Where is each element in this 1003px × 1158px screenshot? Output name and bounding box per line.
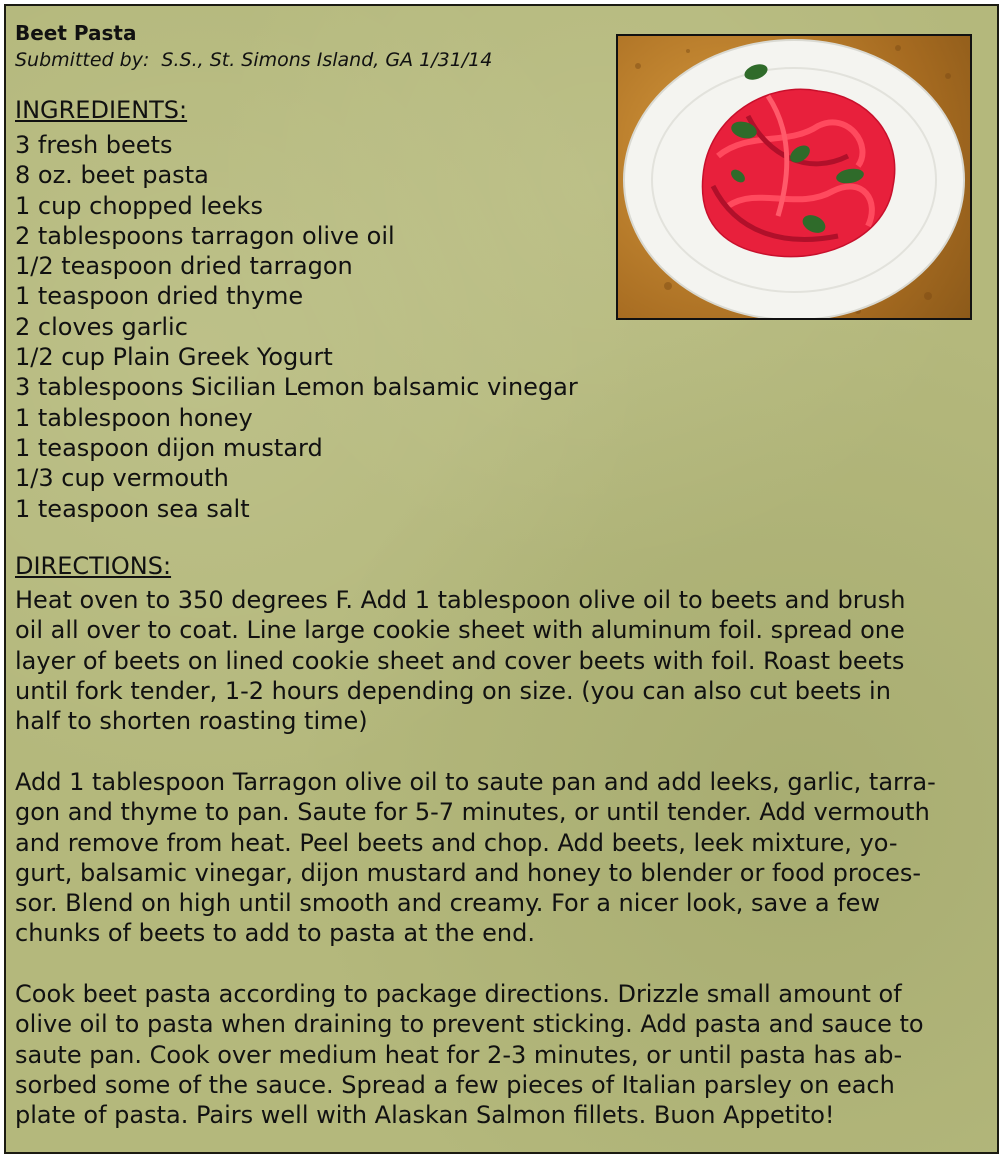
ingredient-item: 1 teaspoon dijon mustard [15, 433, 323, 462]
ingredient-item: 2 tablespoons tarragon olive oil [15, 221, 395, 250]
directions-paragraph-2: Add 1 tablespoon Tarragon olive oil to saute pan and add leeks, garlic, tarra- gon and thyme to pan. Saute for 5-7 minutes, or until tender. Add vermouth and remove from heat. Peel beets and chop. Add beets, leek mixture, yo- gurt, balsamic vinegar, dijon mustard and honey to blender or food proces- sor. Blend on high until smooth and creamy. For a nicer look, save a few chunks of beets to add to pasta at the end. [15, 768, 936, 948]
recipe-title: Beet Pasta [15, 21, 137, 45]
ingredient-item: 1 cup chopped leeks [15, 191, 263, 220]
ingredient-item: 8 oz. beet pasta [15, 161, 209, 190]
ingredient-item: 1 tablespoon honey [15, 403, 253, 432]
directions-paragraph-3: Cook beet pasta according to package directions. Drizzle small amount of olive oil to pasta when draining to prevent sticking. Add pasta and sauce to saute pan. Cook over medium heat for 2-3 minutes, or until pasta has ab- sorbed some of the sauce. Spread a few pieces of Italian parsley on each plate of pasta. Pairs well with Alaskan Salmon fillets. Buon Appetito! [15, 980, 924, 1130]
submitted-by-line: Submitted by: S.S., St. Simons Island, GA 1/31/14 [15, 49, 493, 71]
directions-paragraph-1: Heat oven to 350 degrees F. Add 1 tablespoon olive oil to beets and brush oil all over to coat. Line large cookie sheet with aluminum foil. spread one layer of beets on lined cookie sheet and cover beets with foil. Roast beets until fork tender, 1-2 hours depending on size. (you can also cut beets in half to shorten roasting time) [15, 586, 906, 736]
ingredients-heading: INGREDIENTS: [15, 96, 188, 124]
ingredients-list [15, 130, 578, 524]
plate-of-pasta-image [618, 36, 970, 318]
ingredient-item: 2 cloves garlic [15, 312, 188, 341]
ingredient-item: 1 teaspoon dried thyme [15, 282, 304, 311]
ingredient-item: 3 fresh beets [15, 131, 173, 159]
ingredient-item: 1/3 cup vermouth [15, 464, 229, 493]
directions-heading: DIRECTIONS: [15, 552, 172, 580]
ingredient-item: 3 tablespoons Sicilian Lemon balsamic vinegar [15, 373, 578, 402]
beet-pasta-photo [616, 34, 972, 320]
ingredient-item: 1/2 cup Plain Greek Yogurt [15, 343, 333, 372]
ingredient-item: 1 teaspoon sea salt [15, 494, 250, 523]
recipe-card [4, 4, 999, 1154]
ingredient-item: 1/2 teaspoon dried tarragon [15, 252, 353, 281]
